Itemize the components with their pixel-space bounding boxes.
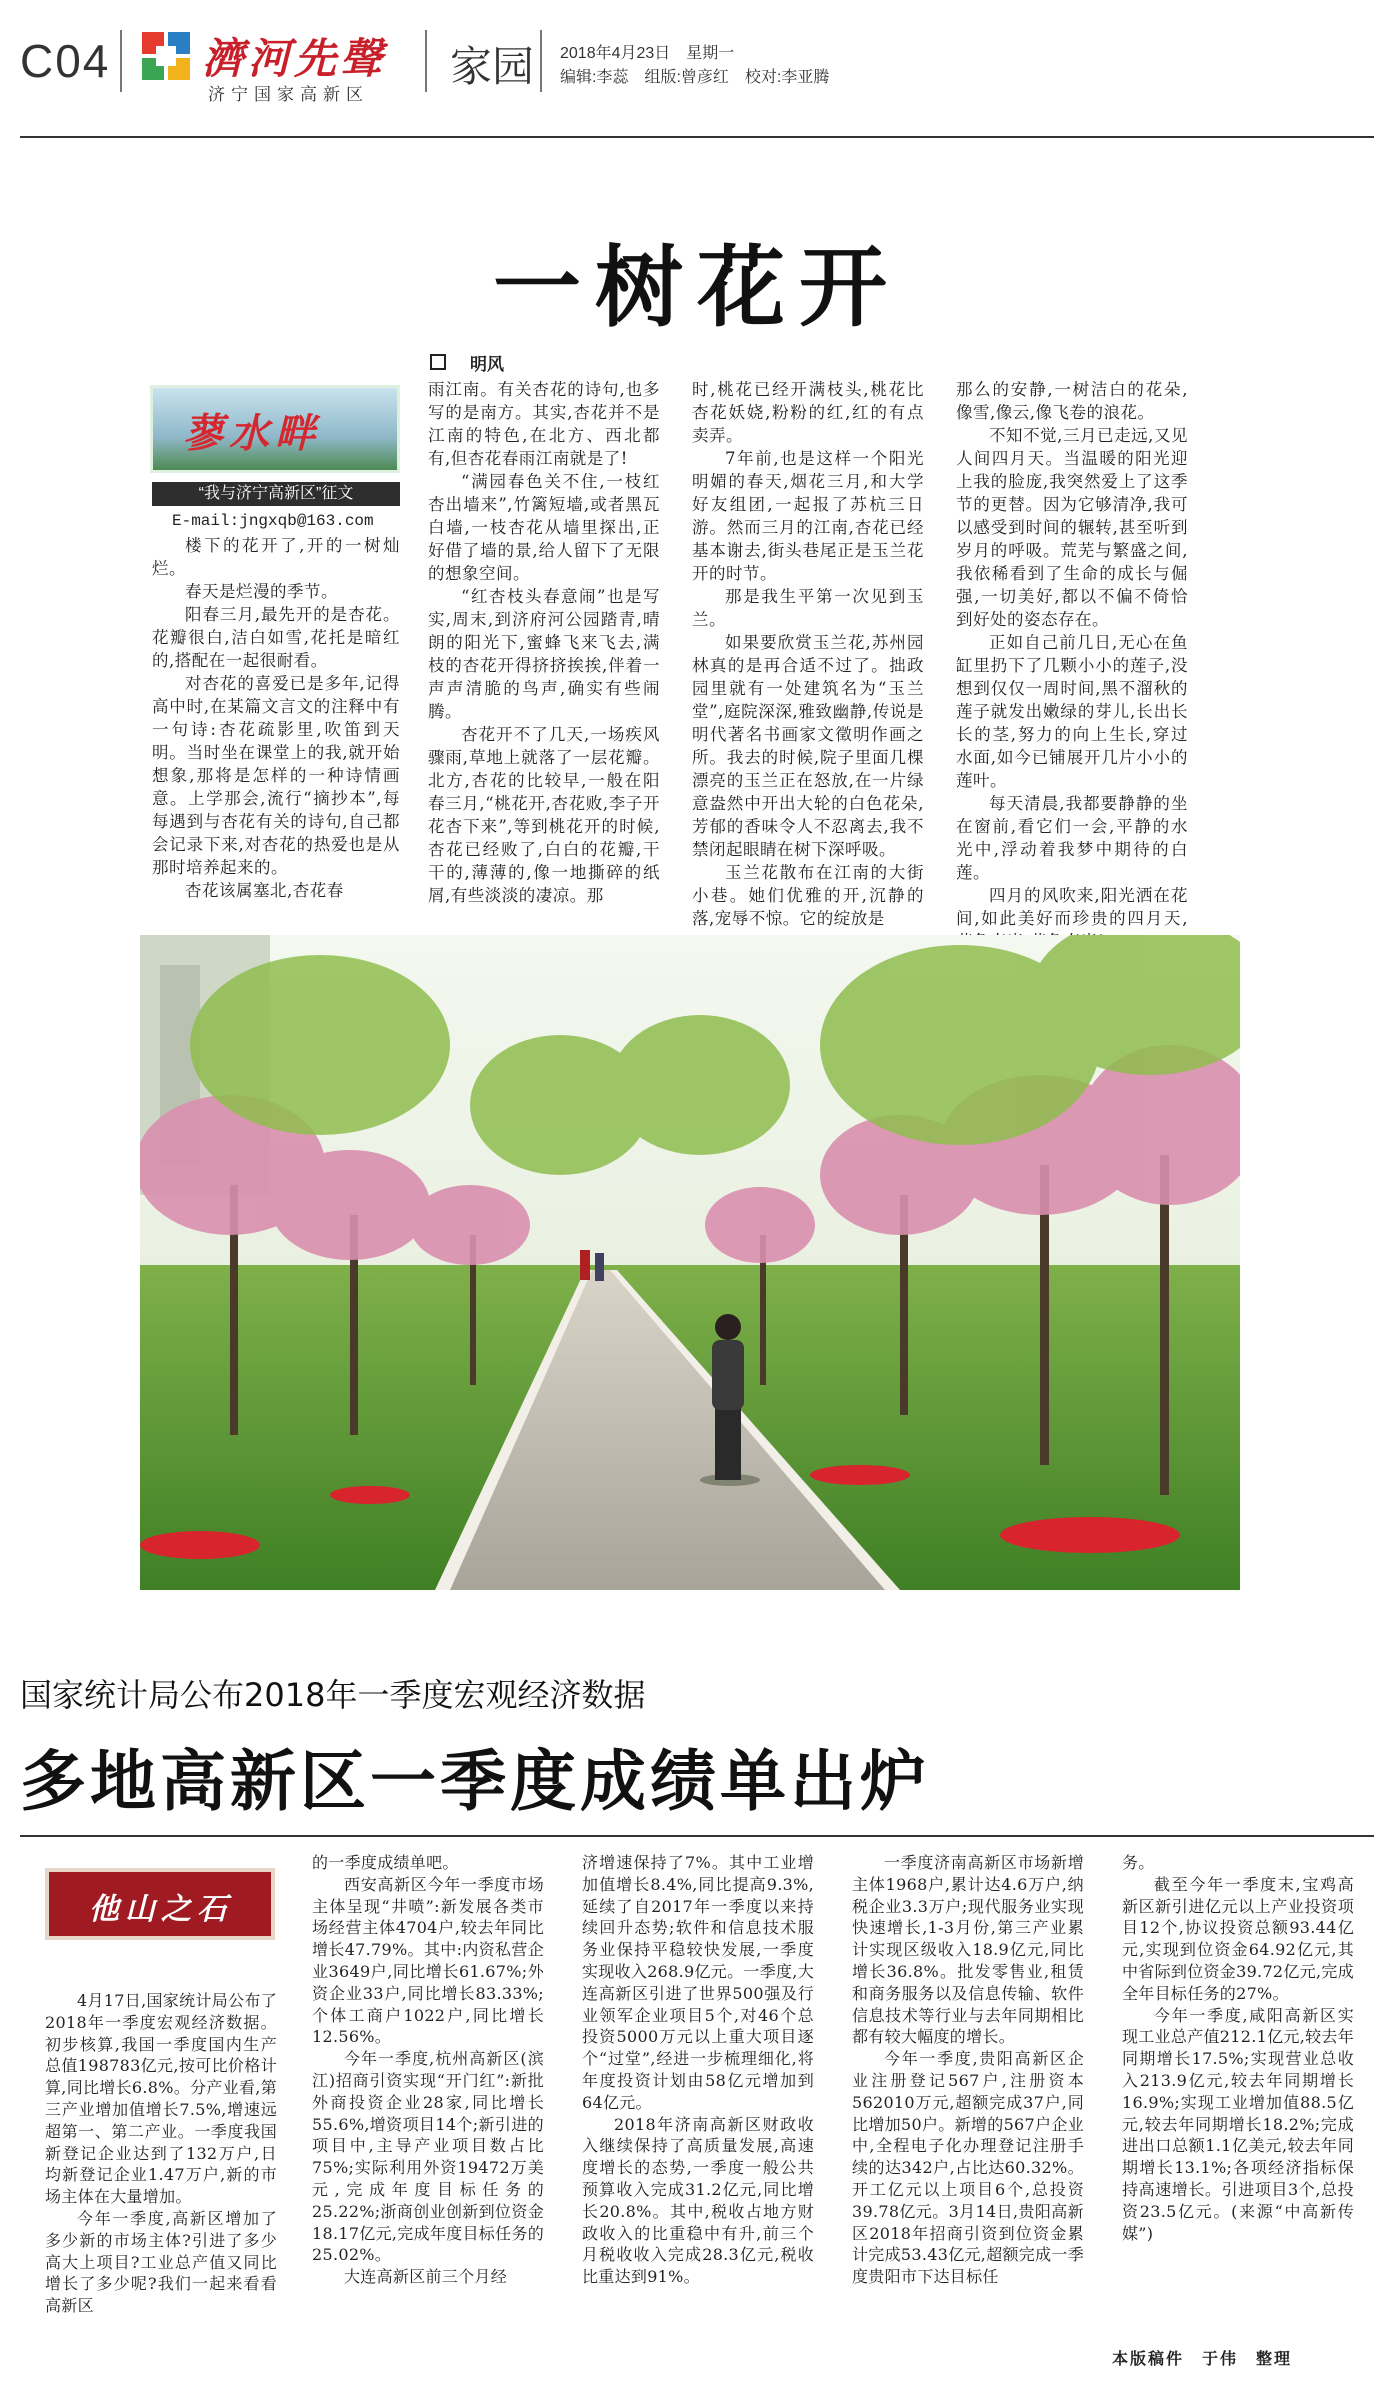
news-column-1 — [45, 1990, 277, 2317]
essay-column-4 — [956, 378, 1188, 953]
paragraph: “满园春色关不住,一枝红杏出墙来”,竹篱短墙,或者黑瓦白墙,一枝杏花从墙里探出,正好借了墙的景,给人留下了无限的想象空间。 — [428, 472, 660, 583]
contest-email: E-mail:jngxqb@163.com — [172, 512, 374, 530]
essay-column-1 — [152, 534, 400, 902]
paragraph: 4月17日,国家统计局公布了2018年一季度宏观经济数据。初步核算,我国一季度国内生产总值198783亿元,按可比价格计算,同比增长6.8%。分产业看,第三产业增加值增长7.5%,增速远超第一、第二产业。一季度我国新登记企业达到了132万户,日均新登记企业1.47万户,新的市场主体在大量增加。 — [45, 1991, 277, 2207]
headline-rule — [20, 1835, 1374, 1837]
paragraph: 杏花该属塞北,杏花春 — [185, 881, 344, 900]
paragraph: 7年前,也是这样一个阳光明媚的春天,烟花三月,和大学好友组团,一起报了苏杭三日游。然而三月的江南,杏花已经基本谢去,街头巷尾正是玉兰花开的时节。 — [692, 449, 924, 583]
paragraph: 不知不觉,三月已走远,又见人间四月天。当温暖的阳光迎上我的脸庞,我突然爱上了这季节的更替。因为它够清净,我可以感受到时间的辗转,甚至听到岁月的呼吸。荒芜与繁盛之间,我依稀看到了生命的成长与倔强,一切美好,都以不偏不倚恰到好处的姿态存在。 — [956, 426, 1188, 629]
column-badge — [150, 385, 400, 473]
news-kicker: 国家统计局公布2018年一季度宏观经济数据 — [20, 1676, 646, 1714]
essay-contest-tag: “我与济宁高新区”征文 — [152, 482, 400, 506]
paragraph: 今年一季度,贵阳高新区企业注册登记567户,注册资本562010万元,超额完成37户,同比增加50户。新增的567户企业中,全程电子化办理登记注册手续的达342户,占比达60.32%。开工亿元以上项目6个,总投资39.78亿元。3月14日,贵阳高新区2018年招商引资到位资金累计完成53.43亿元,超额完成一季度贵阳市下达目标任 — [852, 2049, 1084, 2287]
news-column-4 — [852, 1852, 1084, 2288]
paragraph: 时,桃花已经开满枝头,桃花比杏花妖娆,粉粉的红,红的有点卖弄。 — [692, 380, 924, 445]
paragraph: 春天是烂漫的季节。 — [185, 582, 338, 601]
essay-author: 明风 — [470, 355, 504, 374]
park-blossom-photo — [140, 935, 1240, 1590]
paragraph: 正如自己前几日,无心在鱼缸里扔下了几颗小小的莲子,没想到仅仅一周时间,黑不溜秋的莲子就发出嫩绿的芽儿,长出长长的茎,努力的向上生长,穿过水面,如今已铺展开几片小小的莲叶。 — [956, 633, 1188, 790]
section-name: 家园 — [450, 43, 535, 90]
page-number: C04 — [20, 35, 111, 87]
paragraph: 雨江南。有关杏花的诗句,也多写的是南方。其实,杏花并不是江南的特色,在北方、西北都有,但杏花春雨江南就是了! — [428, 380, 660, 468]
paragraph: 一季度济南高新区市场新增主体1968户,累计达4.6万户,纳税企业3.3万户;现代服务业实现快速增长,1-3月份,第三产业累计实现区级收入18.9亿元,同比增长36.8%。批发零售业,租赁和商务服务以及信息传输、软件信息技术等行业与去年同期相比都有较大幅度的增长。 — [852, 1853, 1084, 2047]
author-marker-icon — [430, 354, 446, 370]
page-credit: 本版稿件 于伟 整理 — [1112, 2351, 1293, 2368]
paragraph: 截至今年一季度末,宝鸡高新区新引进亿元以上产业投资项目12个,协议投资总额93.44亿元,实现到位资金64.92亿元,其中省际到位资金39.72亿元,完成全年目标任务的27%。 — [1122, 1874, 1354, 2003]
paragraph: 大连高新区前三个月经 — [344, 2267, 508, 2287]
paragraph: 今年一季度,咸阳高新区实现工业总产值212.1亿元,较去年同期增长17.5%;实现营业总收入213.9亿元,较去年同期增长16.9%;实现工业增加值88.5亿元,较去年同期增长18.2%;完成进出口总额1.1亿美元,较去年同期增长13.1%;各项经济指标保持高速增长。引进项目3个,总投资23.5亿元。(来源“中高新传媒”) — [1122, 2005, 1354, 2243]
paragraph: 济增速保持了7%。其中工业增加值增长8.4%,同比提高9.3%,延续了自2017年一季度以来持续回升态势;软件和信息技术服务业保持平稳较快发展,一季度实现收入268.9亿元。一季度,大连高新区引进了世界500强及行业领军企业项目5个,对46个总投资5000万元以上重大项目逐个“过堂”,经进一步梳理细化,将年度投资计划由58亿元增加到64亿元。 — [582, 1853, 814, 2112]
paragraph: 西安高新区今年一季度市场主体呈现“井喷”:新发展各类市场经营主体4704户,较去年同比增长47.79%。其中:内资私营企业3649户,同比增长61.67%;外资企业33户,同比增长83.33%;个体工商户1022户,同比增长12.56%。 — [312, 1874, 544, 2047]
paragraph: 务。 — [1122, 1853, 1155, 1872]
newspaper-name: 濟河先聲 — [202, 34, 387, 83]
paragraph: 今年一季度,杭州高新区(滨江)招商引资实现“开门红”:新批外商投资企业28家,同比增长55.6%,增资项目14个;新引进的项目中,主导产业项目数占比75%;实际利用外资19472万美元,完成年度目标任务的25.22%;浙商创业创新到位资金18.17亿元,完成年度目标任务的25.02%。 — [312, 2049, 544, 2265]
news-column-2 — [312, 1852, 544, 2288]
editors-line: 编辑:李蕊 组版:曾彦红 校对:李亚腾 — [560, 69, 830, 86]
paragraph: 的一季度成绩单吧。 — [312, 1853, 459, 1872]
column-badge — [45, 1868, 275, 1940]
header-divider — [120, 30, 122, 92]
paragraph: 四月的风吹来,阳光洒在花间,如此美好而珍贵的四月天, — [956, 886, 1188, 928]
paragraph: 阳春三月,最先开的是杏花。花瓣很白,洁白如雪,花托是暗红的,搭配在一起很耐看。 — [152, 605, 400, 670]
essay-title: 一树花开 — [492, 236, 901, 339]
paragraph: “红杏枝头春意闹”也是写实,周末,到济府河公园踏青,晴朗的阳光下,蜜蜂飞来飞去,满枝的杏花开得挤挤挨挨,伴着一声声清脆的鸟声,确实有些闹腾。 — [428, 587, 660, 721]
date-line: 2018年4月23日 星期一 — [560, 45, 735, 62]
paragraph: 那么的安静,一树洁白的花朵,像雪,像云,像飞卷的浪花。 — [956, 380, 1188, 422]
paragraph: 每天清晨,我都要静静的坐在窗前,看它们一会,平静的水光中,浮动着我梦中期待的白莲。 — [956, 794, 1188, 882]
newspaper-subtitle: 济宁国家高新区 — [208, 85, 369, 104]
header-divider — [425, 30, 427, 92]
essay-column-2 — [428, 378, 660, 907]
news-column-3 — [582, 1852, 814, 2288]
paragraph: 玉兰花散布在江南的大街小巷。她们优雅的开,沉静的落,宠辱不惊。它的绽放是 — [692, 863, 924, 928]
paragraph: 杏花开不了几天,一场疾风骤雨,草地上就落了一层花瓣。北方,杏花的比较早,一般在阳春三月,“桃花开,杏花败,李子开花杏下来”,等到桃花开的时候,杏花已经败了,白白的花瓣,干干的,薄薄的,像一地撕碎的纸屑,有些淡淡的凄凉。那 — [428, 725, 660, 905]
newspaper-logo-icon — [140, 30, 192, 82]
paragraph: 今年一季度,高新区增加了多少新的市场主体?引进了多少高大上项目?工业总产值又同比增长了多少呢?我们一起来看看高新区 — [45, 2208, 277, 2316]
column-badge-label: 他山之石 — [89, 1892, 233, 1927]
paragraph: 楼下的花开了,开的一树灿烂。 — [152, 536, 400, 578]
essay-column-3 — [692, 378, 924, 930]
column-badge-label: 蓼水畔 — [183, 410, 321, 457]
paragraph: 2018年济南高新区财政收入继续保持了高质量发展,高速度增长的态势,一季度一般公共预算收入完成31.2亿元,同比增长20.8%。其中,税收占地方财政收入的比重稳中有升,前三个月税收收入完成28.3亿元,税收比重达到91%。 — [582, 2114, 814, 2287]
news-column-5 — [1122, 1852, 1354, 2244]
paragraph: 那是我生平第一次见到玉兰。 — [692, 587, 924, 629]
header-divider — [540, 30, 542, 92]
news-headline: 多地高新区一季度成绩单出炉 — [20, 1743, 930, 1820]
paragraph: 如果要欣赏玉兰花,苏州园林真的是再合适不过了。拙政园里就有一处建筑名为“玉兰堂”,庭院深深,雅致幽静,传说是明代著名书画家文徵明作画之所。我去的时候,院子里面几棵漂亮的玉兰正在怒放,在一片绿意盎然中开出大轮的白色花朵,芳郁的香味令人不忍离去,我不禁闭起眼睛在树下深呼吸。 — [692, 633, 924, 859]
header-rule — [20, 136, 1374, 138]
paragraph: 对杏花的喜爱已是多年,记得高中时,在某篇文言文的注释中有一句诗:杏花疏影里,吹笛到天明。当时坐在课堂上的我,就开始想象,那将是怎样的一种诗情画意。上学那会,流行“摘抄本”,每每遇到与杏花有关的诗句,自己都会记录下来,对杏花的热爱也是从那时培养起来的。 — [152, 674, 400, 877]
